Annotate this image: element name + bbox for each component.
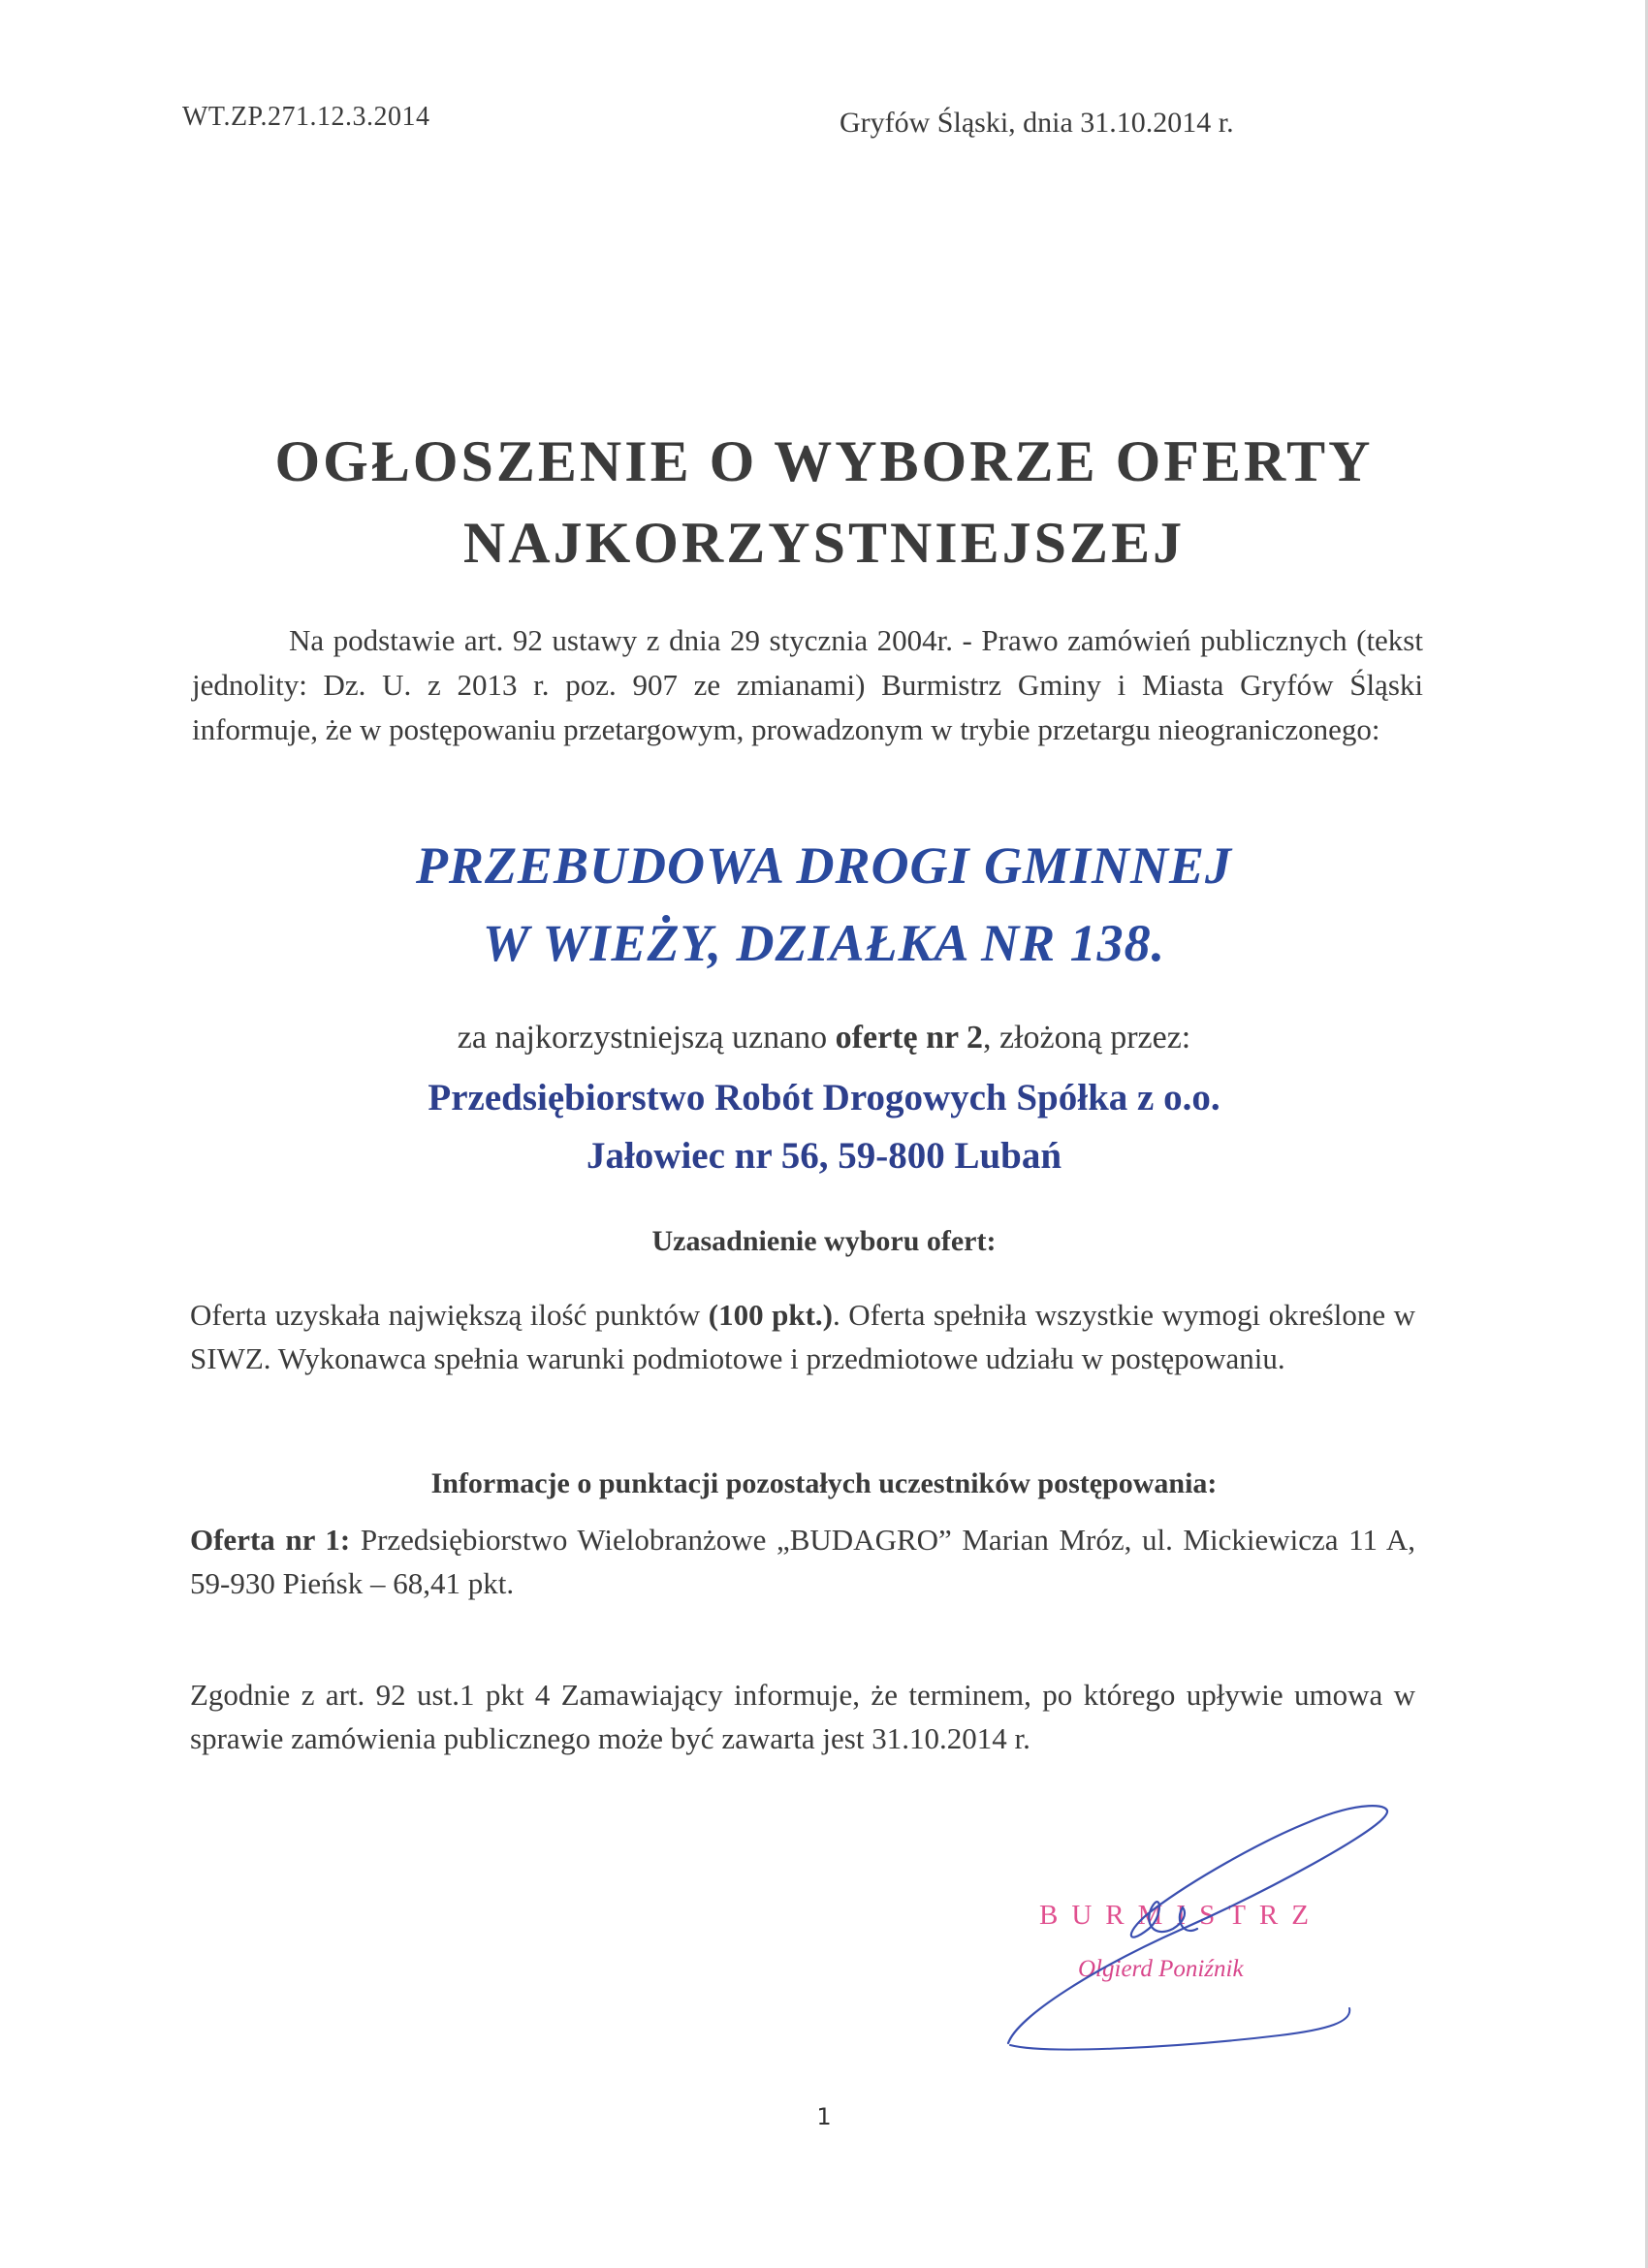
place-and-date: Gryfów Śląski, dnia 31.10.2014 r.: [840, 107, 1234, 139]
final-note-paragraph: Zgodnie z art. 92 ust.1 pkt 4 Zamawiający informuje, że terminem, po którego upływie umowa w sprawie zamówienia publicznego może być zawarta jest 31.10.2014 r.: [190, 1678, 1415, 1755]
chosen-offer-sentence: [0, 1020, 1648, 1056]
subject-line2: W WIEŻY, DZIAŁKA NR 138.: [482, 914, 1166, 972]
reference-number: WT.ZP.271.12.3.2014: [182, 102, 430, 132]
justification-text-before: Oferta uzyskała największą ilość punktów: [190, 1298, 709, 1332]
document-title-line1: OGŁOSZENIE O WYBORZE OFERTY: [274, 429, 1374, 493]
page-number: 1: [816, 2103, 832, 2130]
other-offer-text: Przedsiębiorstwo Wielobranżowe „BUDAGRO” Marian Mróz, ul. Mickiewicza 11 A, 59-930 Pieńsk – 68,41 pkt.: [190, 1523, 1415, 1600]
subject-line1: PRZEBUDOWA DROGI GMINNEJ: [415, 836, 1233, 895]
stamp-title: BURMISTRZ: [1039, 1900, 1322, 1931]
chosen-prefix: za najkorzystniejszą uznano: [457, 1020, 836, 1055]
other-offer-label: Oferta nr 1:: [190, 1523, 351, 1557]
chosen-offer-number: ofertę nr 2: [835, 1020, 983, 1055]
chosen-suffix: , złożoną przez:: [982, 1020, 1191, 1055]
winning-company-name: Przedsiębiorstwo Robót Drogowych Spółka z o.o.: [428, 1077, 1220, 1118]
justification-points: (100 pkt.): [708, 1298, 833, 1332]
justification-paragraph: [190, 1293, 1415, 1380]
stamp-name: Olgierd Poniźnik: [1078, 1956, 1244, 1982]
handwritten-signature: [989, 1793, 1406, 2084]
other-offer-paragraph: [190, 1518, 1415, 1605]
justification-text-after: . Oferta spełniła wszystkie wymogi określone w SIWZ. Wykonawca spełnia warunki podmiotowe i przedmiotowe udziału w postępowaniu.: [190, 1298, 1415, 1375]
document-title-line2: NAJKORZYSTNIEJSZEJ: [462, 511, 1186, 575]
winning-company-address: Jałowiec nr 56, 59-800 Lubań: [586, 1135, 1062, 1177]
intro-paragraph: Na podstawie art. 92 ustawy z dnia 29 stycznia 2004r. - Prawo zamówień publicznych (tekst jednolity: Dz. U. z 2013 r. poz. 907 ze zmianami) Burmistrz Gminy i Miasta Gryfów Śląski informuje, że w postępowaniu przetargowym, prowadzonym w trybie przetargu nieograniczonego:: [192, 623, 1423, 746]
other-offers-heading: Informacje o punktacji pozostałych uczestników postępowania:: [430, 1467, 1218, 1499]
justification-heading: Uzasadnienie wyboru ofert:: [651, 1225, 997, 1257]
